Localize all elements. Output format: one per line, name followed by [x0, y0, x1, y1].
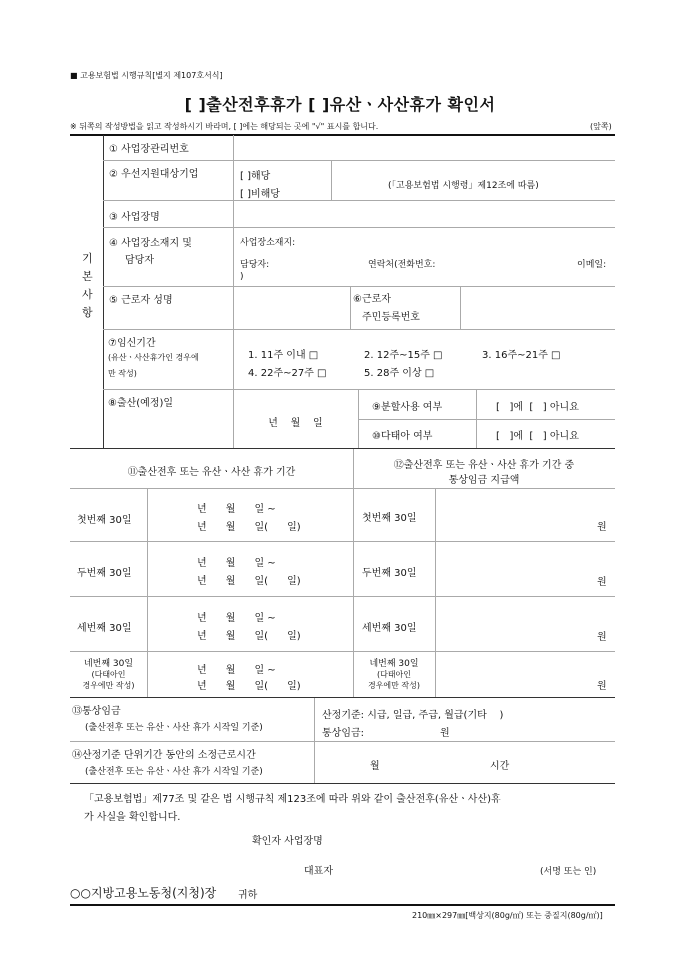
row-line: [70, 596, 615, 597]
period-from-field[interactable]: 년 월 일 ~: [197, 665, 276, 676]
period-row4-label: 네번째 30일: [83, 659, 134, 669]
split-use-label: ⑨분할사용 여부: [372, 402, 443, 413]
contact-close-paren: ): [240, 272, 244, 282]
birth-date-label: ⑧출산(예정)일: [108, 398, 174, 409]
col-line: [147, 488, 148, 697]
wage-row-label: 두번째 30일: [362, 568, 417, 579]
work-hours-month[interactable]: 월: [370, 761, 380, 772]
wage-row-label: 세번째 30일: [362, 623, 417, 634]
col-line: [460, 287, 461, 329]
signature-label: (서명 또는 인): [540, 867, 597, 877]
contact-field[interactable]: 연락처(전화번호:: [368, 260, 436, 270]
col-line: [331, 161, 332, 200]
business-name-label: ③ 사업장명: [109, 212, 160, 223]
pregnancy-period-note-2: 만 작성): [108, 369, 137, 378]
period-row-label: 첫번째 30일: [77, 515, 132, 526]
ordinary-wage-note: (출산전후 또는 유산ㆍ사산 휴가 시작일 기준): [85, 723, 263, 733]
row-line: [103, 329, 615, 330]
confirmation-text-2: 가 사실을 확인합니다.: [84, 812, 181, 823]
multiple-birth-options[interactable]: [ ]에 [ ] 아니요: [496, 431, 579, 442]
honorific: 귀하: [238, 890, 258, 901]
wage-basis-field[interactable]: 산정기준: 시급, 일급, 주급, 월급(기타 ): [322, 710, 504, 721]
col-line: [358, 390, 359, 448]
pregnancy-option-1[interactable]: 1. 11주 이내 □: [248, 350, 319, 361]
period-to-field[interactable]: 년 월 일( 일): [197, 576, 301, 587]
col-line: [350, 287, 351, 329]
wage-won: 원: [597, 632, 607, 643]
work-hours-note: (출산전후 또는 유산ㆍ사산 휴가 시작일 기준): [85, 767, 263, 777]
period-to-field[interactable]: 년 월 일( 일): [197, 522, 301, 533]
period-from-field[interactable]: 년 월 일 ~: [197, 613, 276, 624]
basic-column-divider: [233, 135, 234, 448]
pregnancy-option-2[interactable]: 2. 12주~15주 □: [364, 350, 443, 361]
address-manager-label: ④ 사업장소재지 및: [109, 238, 192, 249]
basic-label-divider: [103, 135, 104, 448]
wage-row4-note-2: 경우에만 작성): [367, 681, 421, 690]
ordinary-wage-won: 원: [440, 728, 450, 739]
period-to-field[interactable]: 년 월 일( 일): [197, 631, 301, 642]
address-field[interactable]: 사업장소재지:: [240, 238, 296, 248]
split-use-options[interactable]: [ ]에 [ ] 아니요: [496, 402, 579, 413]
leave-period-header: ⑪출산전후 또는 유산ㆍ사산 휴가 기간: [127, 467, 296, 478]
label-char: 사: [82, 288, 93, 301]
row-line: [103, 389, 615, 390]
section-divider: [70, 448, 615, 449]
representative-label: 대표자: [304, 866, 333, 877]
section-divider: [70, 783, 615, 784]
row-line: [103, 160, 615, 161]
row-line: [70, 651, 615, 652]
regulation-label: ■ 고용보험법 시행규칙[별지 제107호서식]: [70, 71, 223, 80]
ordinary-wage-label: ⑬통상임금: [72, 706, 121, 717]
business-number-label: ① 사업장관리번호: [109, 144, 189, 155]
priority-company-label: ② 우선지원대상기업: [109, 169, 199, 180]
multiple-birth-label: ⑩다태아 여부: [372, 431, 433, 442]
document-title: [ ]출산전후휴가 [ ]유산ㆍ사산휴가 확인서: [184, 95, 496, 114]
recipient-office: ○○지방고용노동청(지청)장: [70, 886, 217, 900]
pregnancy-option-4[interactable]: 4. 22주~27주 □: [248, 368, 327, 379]
row-line: [103, 286, 615, 287]
label-char: 본: [82, 270, 93, 283]
priority-note: (「고용보험법 시행령」제12조에 따름): [388, 181, 539, 191]
wage-won: 원: [597, 522, 607, 533]
confirmation-text: 「고용보험법」제77조 및 같은 법 시행규칙 제123조에 따라 위와 같이 출산전후(유산ㆍ사산)휴: [84, 794, 501, 805]
period-row-label: 세번째 30일: [77, 623, 132, 634]
row-line: [103, 200, 615, 201]
wage-won: 원: [597, 681, 607, 692]
row-line: [70, 541, 615, 542]
period-row4-note-2: 경우에만 작성): [82, 681, 135, 690]
period-row4-note: (다태아인: [91, 670, 126, 679]
worker-name-label: ⑤ 근로자 성명: [109, 295, 173, 306]
worker-rrn-label: ⑥근로자: [353, 294, 391, 305]
birth-date-field[interactable]: 년 월 일: [268, 418, 323, 429]
top-border: [70, 134, 615, 136]
priority-yes-checkbox[interactable]: [ ]해당: [240, 171, 271, 182]
col-line: [435, 488, 436, 697]
basic-info-label: [82, 250, 94, 322]
paper-spec: 210㎜×297㎜[백상지(80g/㎡) 또는 중질지(80g/㎡)]: [412, 911, 603, 920]
row-line: [358, 419, 615, 420]
wage-row-label: 첫번째 30일: [362, 513, 417, 524]
wage-won: 원: [597, 577, 607, 588]
work-hours-label: ⑭산정기준 단위기간 동안의 소정근로시간: [72, 750, 256, 761]
period-from-field[interactable]: 년 월 일 ~: [197, 504, 276, 515]
priority-no-checkbox[interactable]: [ ]비해당: [240, 189, 280, 200]
period-row-label: 두번째 30일: [77, 568, 132, 579]
period-from-field[interactable]: 년 월 일 ~: [197, 558, 276, 569]
row-line: [103, 227, 615, 228]
row-line: [70, 488, 615, 489]
pregnancy-option-5[interactable]: 5. 28주 이상 □: [364, 368, 435, 379]
period-to-field[interactable]: 년 월 일( 일): [197, 681, 301, 692]
instructions-text: ※ 뒤쪽의 작성방법을 읽고 작성하시기 바라며, [ ]에는 해당되는 곳에 "√" 표시를 합니다.: [70, 122, 379, 131]
label-char: 기: [82, 252, 93, 265]
page-side-label: (앞쪽): [590, 122, 612, 131]
section-divider: [70, 697, 615, 698]
wage-row4-note: (다태아인: [376, 670, 412, 679]
wage-header: ⑫출산전후 또는 유산ㆍ사산 휴가 기간 중: [393, 460, 575, 471]
work-hours-hours[interactable]: 시간: [490, 761, 510, 772]
email-field[interactable]: 이메일:: [577, 260, 607, 270]
pregnancy-period-note: (유산ㆍ사산휴가인 경우에: [108, 353, 199, 362]
pregnancy-option-3[interactable]: 3. 16주~21주 □: [482, 350, 561, 361]
manager-field[interactable]: 담당자:: [240, 260, 270, 270]
pregnancy-period-label: ⑦임신기간: [108, 338, 156, 349]
worker-rrn-label-2: 주민등록번호: [362, 312, 420, 323]
confirmer-business-name: 확인자 사업장명: [252, 836, 323, 847]
row-line: [70, 741, 615, 742]
address-manager-label-2: 담당자: [125, 255, 154, 266]
label-char: 항: [82, 306, 93, 319]
bottom-border: [70, 904, 615, 906]
wage-row4-label: 네번째 30일: [369, 659, 419, 669]
col-line: [476, 390, 477, 448]
wage-header-2: 통상임금 지급액: [448, 475, 520, 486]
ordinary-wage-field[interactable]: 통상임금:: [322, 728, 365, 739]
